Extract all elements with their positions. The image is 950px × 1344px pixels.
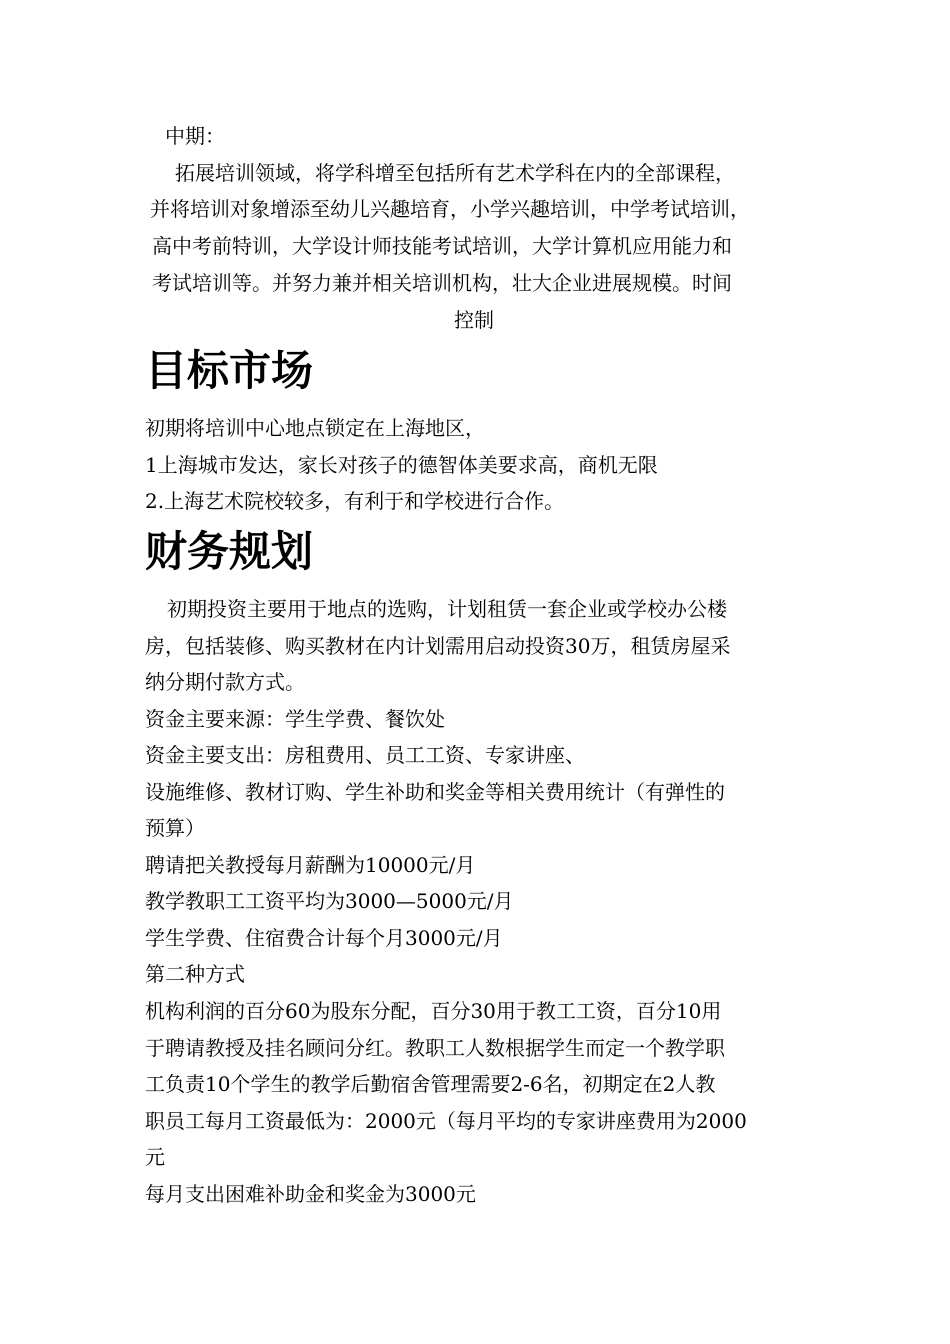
paragraph-line: 高中考前特训，大学设计师技能考试培训，大学计算机应用能力和 [152, 234, 732, 258]
body-line: 初期投资主要用于地点的选购，计划租赁一套企业或学校办公楼 [167, 597, 727, 621]
body-line: 房，包括装修、购买教材在内计划需用启动投资30万，租赁房屋采 [145, 634, 731, 658]
body-line: 1上海城市发达，家长对孩子的德智体美要求高，商机无限 [145, 453, 658, 477]
body-line: 聘请把关教授每月薪酬为10000元/月 [145, 853, 476, 877]
paragraph-line: 拓展培训领域，将学科增至包括所有艺术学科在内的全部课程， [175, 161, 735, 185]
body-line: 职员工每月工资最低为：2000元（每月平均的专家讲座费用为2000 [145, 1109, 747, 1133]
body-line: 资金主要支出：房租费用、员工工资、专家讲座、 [145, 743, 585, 767]
section-label-midterm: 中期： [165, 124, 225, 148]
paragraph-line: 控制 [454, 308, 494, 332]
paragraph-line: 考试培训等。并努力兼并相关培训机构，壮大企业进展规模。时间 [152, 271, 732, 295]
body-line: 预算） [145, 816, 205, 840]
body-line: 学生学费、住宿费合计每个月3000元/月 [145, 926, 503, 950]
body-line: 纳分期付款方式。 [145, 670, 305, 694]
body-line: 设施维修、教材订购、学生补助和奖金等相关费用统计（有弹性的 [145, 780, 725, 804]
body-line: 2.上海艺术院校较多，有利于和学校进行合作。 [145, 489, 565, 513]
body-line: 第二种方式 [145, 962, 245, 986]
body-line: 于聘请教授及挂名顾问分红。教职工人数根据学生而定一个教学职 [145, 1036, 725, 1060]
paragraph-line: 并将培训对象增添至幼儿兴趣培育，小学兴趣培训，中学考试培训， [150, 197, 750, 221]
body-line: 教学教职工工资平均为3000—5000元/月 [145, 889, 514, 913]
heading-finance-plan: 财务规划 [145, 527, 314, 576]
body-line: 资金主要来源：学生学费、餐饮处 [145, 707, 445, 731]
body-line: 工负责10个学生的教学后勤宿舍管理需要2-6名，初期定在2人教 [145, 1072, 716, 1096]
heading-target-market: 目标市场 [145, 346, 314, 395]
body-line: 机构利润的百分60为股东分配，百分30用于教工工资，百分10用 [145, 999, 722, 1023]
body-line: 每月支出困难补助金和奖金为3000元 [145, 1182, 476, 1206]
body-line: 初期将培训中心地点锁定在上海地区， [145, 416, 485, 440]
body-line: 元 [145, 1145, 165, 1169]
